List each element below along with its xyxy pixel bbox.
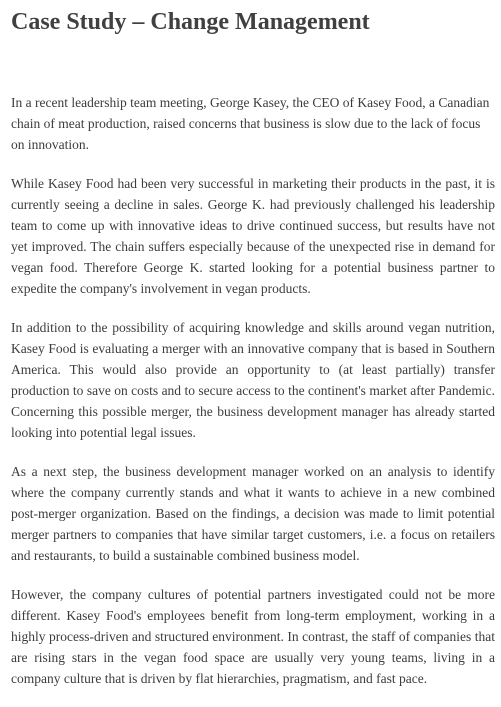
- paragraph-sales-decline: While Kasey Food had been very successful in marketing their products in the past, it is currently seeing a decline in sales. George K. had previously challenged his leadership team to come up with innovative ideas to drive continued success, but results have not yet improved. The chain suffers especially because of the unexpected rise in demand for vegan food. Therefore George K. started looking for a potential business partner to expedite the company's involvement in vegan products.: [11, 176, 495, 296]
- paragraph-merger-evaluation: In addition to the possibility of acquiring knowledge and skills around vegan nutrition, Kasey Food is evaluating a merger with an innovative company that is based in Southern America. This would also provide an opportunity to (at least partially) transfer production to save on costs and to secure access to the continent's market after Pandemic. Concerning this possible merger, the business development manager has already started looking into potential legal issues.: [11, 320, 495, 440]
- page-title: Case Study – Change Management: [11, 9, 370, 35]
- paragraph-analysis: As a next step, the business development manager worked on an analysis to identify where the company currently stands and what it wants to achieve in a new combined post-merger organization. Based on the findings, a decision was made to limit potential merger partners to companies that have similar target customers, i.e. a focus on retailers and restaurants, to build a sustainable combined business model.: [11, 464, 495, 563]
- paragraph-company-cultures: However, the company cultures of potential partners investigated could not be more different. Kasey Food's employees benefit from long-term employment, working in a highly process-driven and structured environment. In contrast, the staff of companies that are rising stars in the vegan food space are usually very young teams, living in a company culture that is driven by flat hierarchies, pragmatism, and fast pace.: [11, 587, 495, 686]
- document-body: [11, 92, 495, 707]
- paragraph-intro: In a recent leadership team meeting, George Kasey, the CEO of Kasey Food, a Canadian chain of meat production, raised concerns that business is slow due to the lack of focus on innovation.: [11, 95, 490, 152]
